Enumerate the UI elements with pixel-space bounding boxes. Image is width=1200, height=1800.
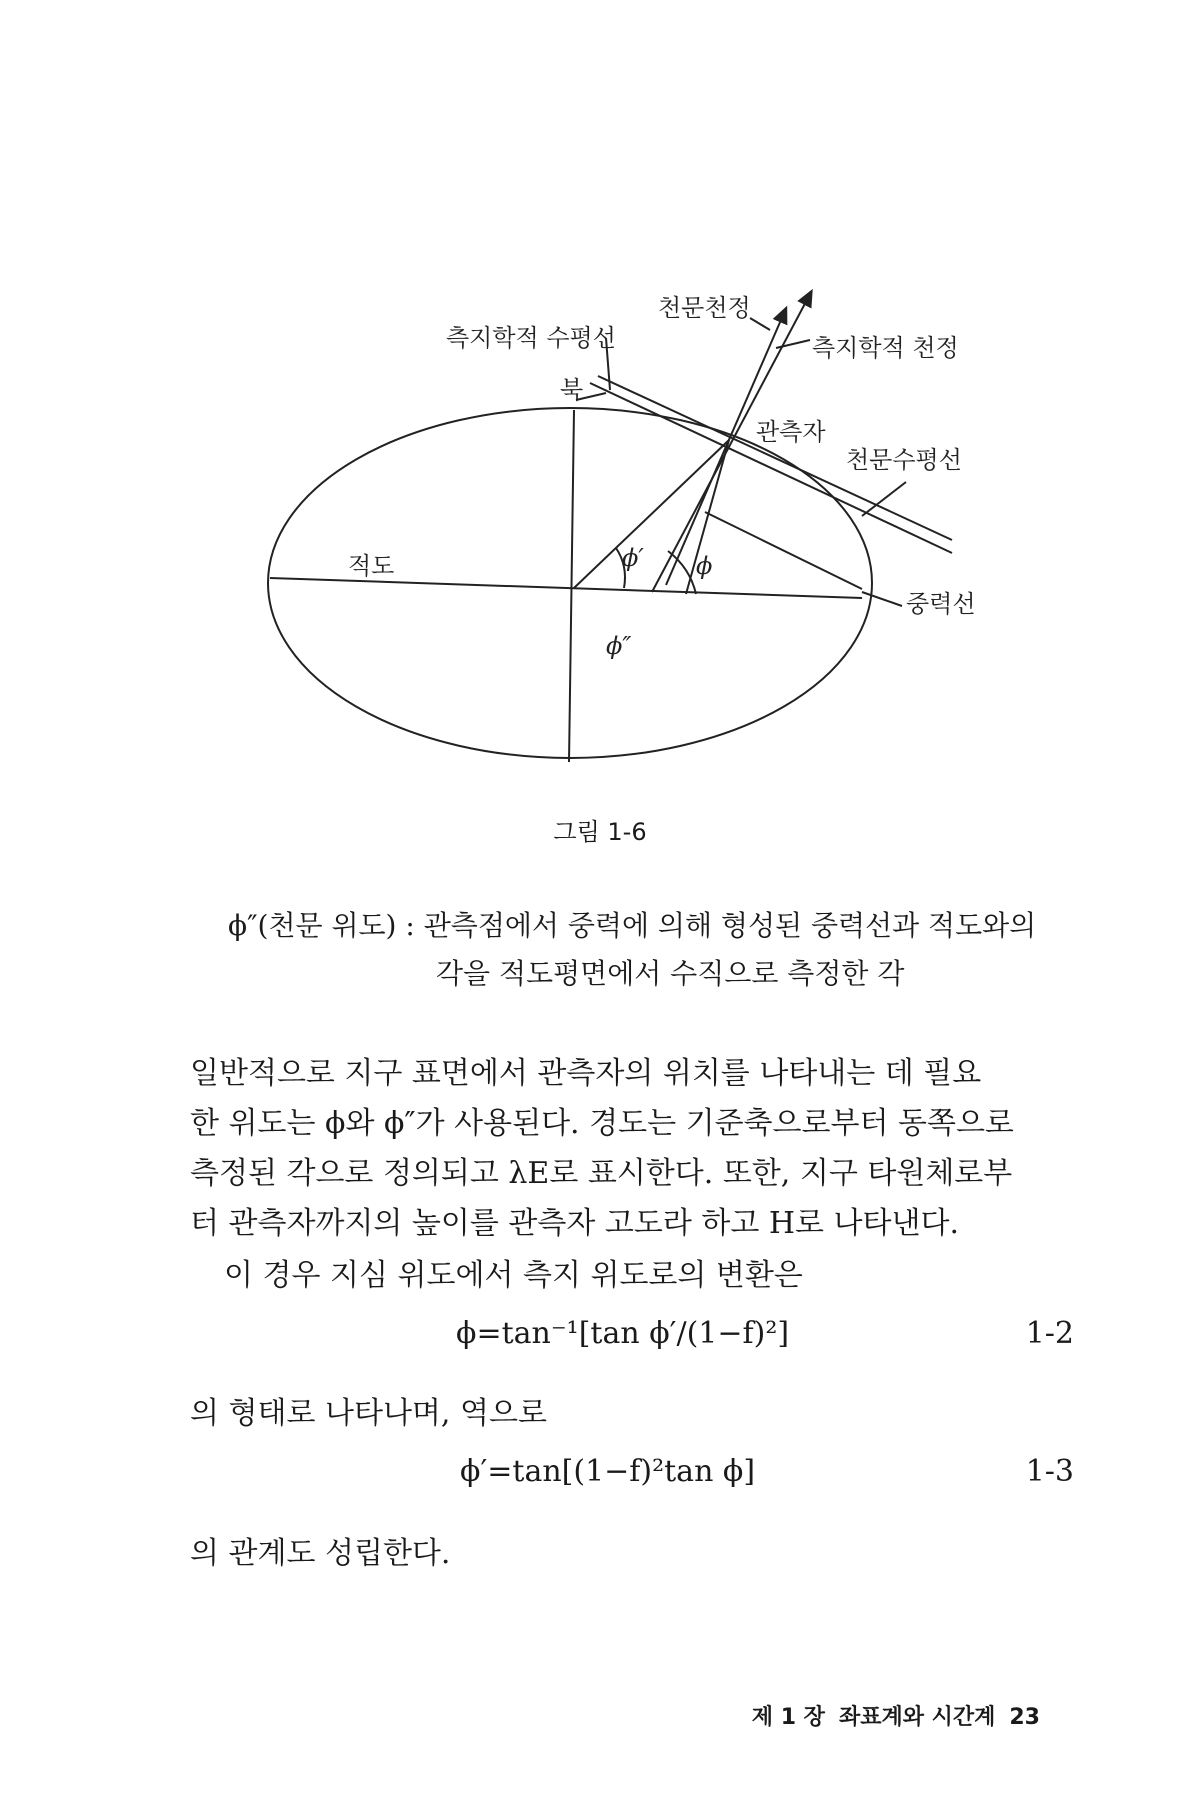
leader-geodetic-zenith xyxy=(776,340,810,348)
paragraph-line: 이 경우 지심 위도에서 측지 위도로의 변환은 xyxy=(224,1258,803,1293)
paragraph-line: 일반적으로 지구 표면에서 관측자의 위치를 나타내는 데 필요 xyxy=(190,1056,982,1091)
paragraph-line: 의 관계도 성립한다. xyxy=(190,1536,451,1571)
equation-1-number: 1-2 xyxy=(1025,1316,1074,1351)
footer-page-number: 23 xyxy=(1009,1705,1040,1730)
label-equator: 적도 xyxy=(348,552,395,580)
equation-2: ϕ′=tan[(1−f)²tan ϕ] xyxy=(460,1454,756,1489)
polar-axis xyxy=(569,410,574,762)
paragraph-line: 측정된 각으로 정의되고 λE로 표시한다. 또한, 지구 타원체로부 xyxy=(190,1156,1013,1191)
paragraph-line: 한 위도는 ϕ와 ϕ″가 사용된다. 경도는 기준축으로부터 동쪽으로 xyxy=(190,1106,1014,1141)
definition-line-2: 각을 적도평면에서 수직으로 측정한 각 xyxy=(436,957,905,990)
gravity-line-ext xyxy=(705,512,862,589)
label-observer: 관측자 xyxy=(756,418,826,446)
label-phi: ϕ xyxy=(696,552,713,580)
footer-chapter: 제 1 장 xyxy=(751,1705,825,1730)
leader-gravity xyxy=(862,592,902,606)
footer-chapter-title: 좌표계와 시간계 xyxy=(838,1705,996,1730)
page-footer xyxy=(738,1700,1040,1731)
latitude-diagram xyxy=(0,0,1200,780)
definition-line-1: ϕ″(천문 위도) : 관측점에서 중력에 의해 형성된 중력선과 적도와의 xyxy=(228,909,1037,942)
equation-2-number: 1-3 xyxy=(1025,1454,1074,1489)
figure-caption: 그림 1-6 xyxy=(553,818,647,846)
label-geodetic-zenith: 측지학적 천정 xyxy=(812,334,959,362)
equator-line xyxy=(270,578,862,598)
equation-1: ϕ=tan⁻¹[tan ϕ′/(1−f)²] xyxy=(456,1316,790,1351)
leader-astro-zenith xyxy=(750,318,770,330)
label-geodetic-horizon: 측지학적 수평선 xyxy=(446,324,616,352)
label-phi-prime: ϕ′ xyxy=(622,544,644,572)
label-north: 북 xyxy=(560,376,584,404)
label-astro-zenith: 천문천정 xyxy=(658,294,751,322)
label-phi-double-prime: ϕ″ xyxy=(606,632,632,660)
label-astro-horizon: 천문수평선 xyxy=(846,446,962,474)
label-gravity-line: 중력선 xyxy=(906,590,976,618)
leader-astro-horizon xyxy=(862,482,906,516)
paragraph-line: 터 관측자까지의 높이를 관측자 고도라 하고 H로 나타낸다. xyxy=(190,1206,959,1241)
paragraph-line: 의 형태로 나타나며, 역으로 xyxy=(190,1396,547,1431)
